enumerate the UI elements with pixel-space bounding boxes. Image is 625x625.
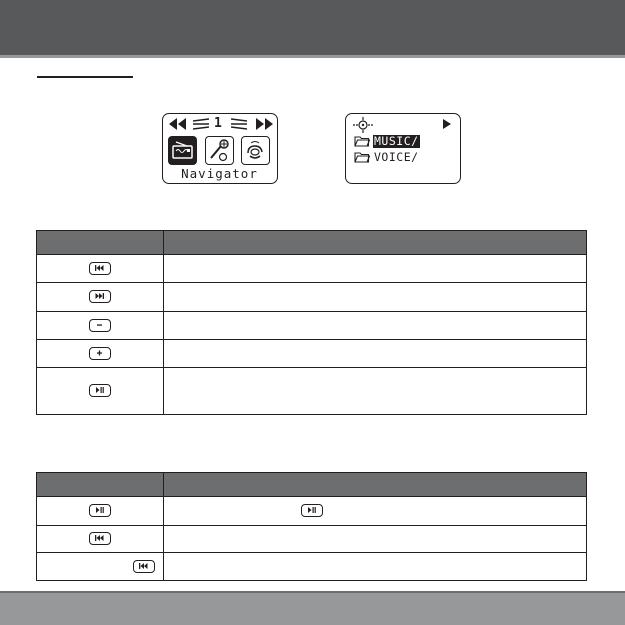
button-cell xyxy=(37,255,164,283)
table-row xyxy=(37,283,587,312)
button-cell xyxy=(37,340,164,368)
skip-back-icon xyxy=(89,532,111,545)
description-cell xyxy=(164,368,587,415)
table-header-cell xyxy=(37,473,164,497)
table-row xyxy=(37,255,587,283)
play-pause-icon xyxy=(301,504,323,517)
button-cell xyxy=(37,312,164,340)
table-header-cell xyxy=(164,231,587,255)
menu-lines-icon xyxy=(231,117,247,131)
table-header-cell xyxy=(164,473,587,497)
table-row xyxy=(37,553,587,581)
table-row xyxy=(37,497,587,526)
play-pause-icon xyxy=(89,384,111,397)
header-edge-stripe xyxy=(0,55,625,58)
folder-icon xyxy=(354,135,370,147)
description-cell xyxy=(164,255,587,283)
description-cell xyxy=(164,497,587,526)
section-heading-underline xyxy=(37,76,133,78)
play-pause-icon xyxy=(89,504,111,517)
button-function-table xyxy=(36,230,587,415)
menu-lines-icon xyxy=(193,117,209,131)
skip-back-icon xyxy=(89,262,111,275)
description-cell xyxy=(164,312,587,340)
button-cell xyxy=(37,526,164,553)
table-row xyxy=(37,340,587,368)
folder-icon xyxy=(354,151,370,163)
microphone-record-icon xyxy=(205,136,234,165)
bottom-footer-band xyxy=(0,593,625,625)
button-cell xyxy=(37,283,164,312)
navigator-screen xyxy=(162,113,278,184)
description-cell xyxy=(164,283,587,312)
navigator-page-number: 1 xyxy=(214,116,222,131)
top-header-band xyxy=(0,0,625,55)
rewind-icon xyxy=(168,117,188,131)
navigator-label: Navigator xyxy=(181,166,258,181)
button-cell xyxy=(37,553,164,581)
description-cell xyxy=(164,553,587,581)
play-indicator-icon xyxy=(442,118,452,130)
skip-forward-icon xyxy=(89,290,111,303)
table-header-row xyxy=(37,231,587,255)
plus-icon xyxy=(89,347,111,360)
settings-hand-icon xyxy=(241,136,270,165)
navigator-top-row xyxy=(168,117,272,131)
button-cell xyxy=(37,368,164,415)
minus-icon xyxy=(89,319,111,332)
table-row xyxy=(37,312,587,340)
table-row xyxy=(37,526,587,553)
folder-row xyxy=(354,134,420,148)
folder-name: VOICE/ xyxy=(374,149,419,164)
table-header-row xyxy=(37,473,587,497)
description-cell xyxy=(164,340,587,368)
table-header-cell xyxy=(37,231,164,255)
radio-icon xyxy=(168,136,197,165)
fast-forward-icon xyxy=(254,117,274,131)
table-row xyxy=(37,368,587,415)
button-function-table xyxy=(36,472,587,581)
folder-row xyxy=(354,150,420,164)
folder-browser-screen xyxy=(345,113,461,184)
button-cell xyxy=(37,497,164,526)
folder-name: MUSIC/ xyxy=(374,133,419,148)
target-icon xyxy=(353,117,373,133)
description-cell xyxy=(164,526,587,553)
skip-back-icon xyxy=(133,560,155,573)
